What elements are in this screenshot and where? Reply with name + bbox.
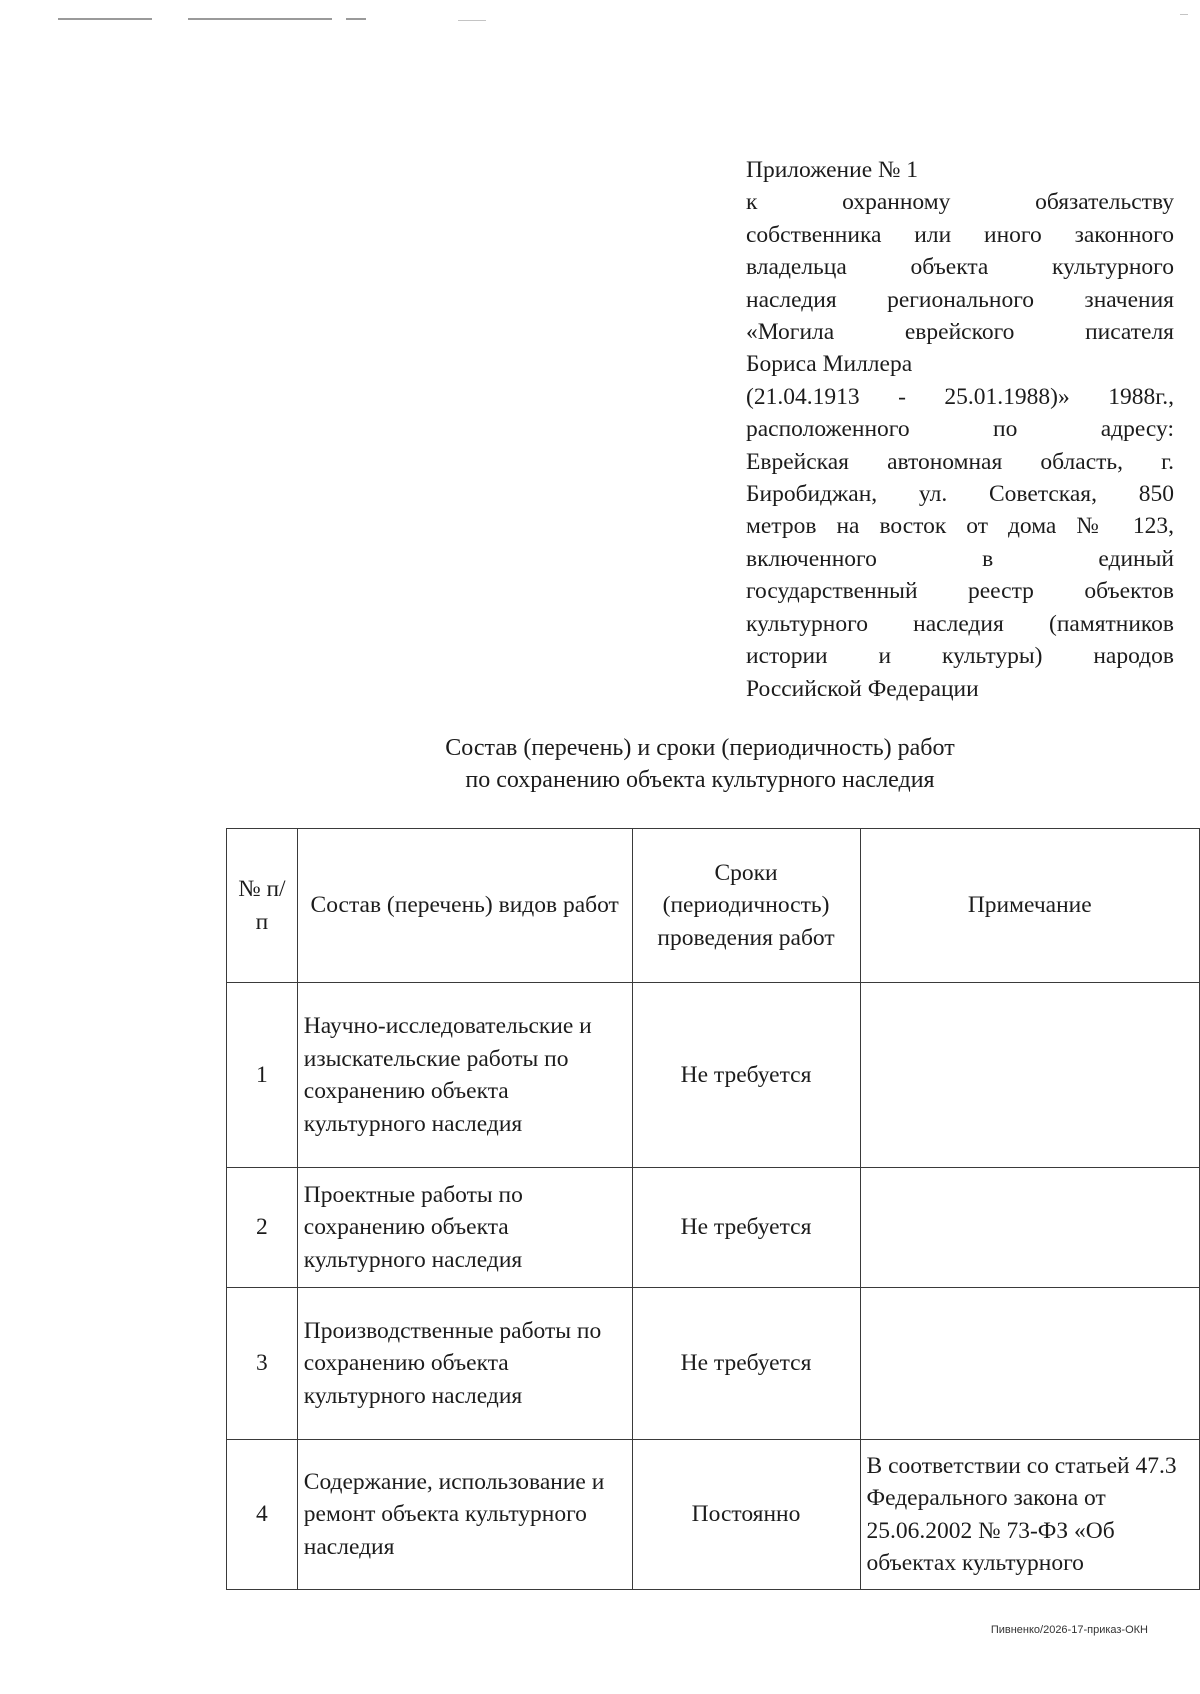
- scan-artifact: [1180, 14, 1188, 15]
- cell-num: 1: [227, 983, 298, 1168]
- cell-terms: Постоянно: [632, 1440, 860, 1590]
- cell-terms: Не требуется: [632, 1288, 860, 1440]
- table-row: [227, 983, 1200, 1168]
- title-line-2: по сохранению объекта культурного наследия: [465, 767, 935, 793]
- cell-works: Проектные работы по сохранению объекта культурного наследия: [297, 1168, 632, 1288]
- scan-artifact: [58, 18, 152, 20]
- appendix-line: к охранному обязательству: [746, 189, 1174, 216]
- appendix-line: культурного наследия (памятников: [746, 610, 1174, 637]
- cell-works: Производственные работы по сохранению объекта культурного наследия: [297, 1288, 632, 1440]
- appendix-line: расположенного по адресу:: [746, 416, 1174, 443]
- works-table: [226, 828, 1200, 1590]
- cell-terms: Не требуется: [632, 1168, 860, 1288]
- table-row: [227, 1440, 1200, 1590]
- appendix-line: включенного в единый: [746, 545, 1174, 572]
- table-row: [227, 1288, 1200, 1440]
- cell-note: [860, 1168, 1199, 1288]
- appendix-line: Приложение № 1: [746, 157, 919, 183]
- appendix-line: «Могила еврейского писателя: [746, 319, 1174, 346]
- appendix-line: Еврейская автономная область, г.: [746, 448, 1174, 475]
- header-terms: Сроки (периодичность) проведения работ: [632, 829, 860, 983]
- table-row: [227, 1168, 1200, 1288]
- cell-works: Научно-исследовательские и изыскательские работы по сохранению объекта культурного наследия: [297, 983, 632, 1168]
- table-header-row: [227, 829, 1200, 983]
- scan-artifact: [458, 20, 486, 21]
- title-line-1: Состав (перечень) и сроки (периодичность) работ: [445, 735, 955, 761]
- appendix-line: государственный реестр объектов: [746, 578, 1174, 605]
- cell-num: 2: [227, 1168, 298, 1288]
- appendix-line: (21.04.1913 - 25.01.1988)» 1988г.,: [746, 383, 1174, 410]
- appendix-line: Биробиджан, ул. Советская, 850: [746, 481, 1174, 508]
- cell-terms: Не требуется: [632, 983, 860, 1168]
- scan-artifact: [346, 18, 366, 20]
- cell-num: 4: [227, 1440, 298, 1590]
- header-works: Состав (перечень) видов работ: [297, 829, 632, 983]
- cell-note: [860, 1288, 1199, 1440]
- appendix-header: [746, 154, 1174, 705]
- header-num: № п/п: [227, 829, 298, 983]
- document-code: Пивненко/2026-17-приказ-ОКН: [990, 1624, 1148, 1636]
- appendix-line: собственника или иного законного: [746, 221, 1174, 248]
- scan-artifact: [188, 18, 332, 20]
- appendix-line: Бориса Миллера: [746, 351, 913, 378]
- appendix-line: метров на восток от дома № 123,: [746, 513, 1174, 540]
- appendix-line: истории и культуры) народов: [746, 643, 1174, 670]
- cell-note: [860, 983, 1199, 1168]
- appendix-line: наследия регионального значения: [746, 286, 1174, 313]
- appendix-line: Российской Федерации: [746, 675, 979, 702]
- document-title: [300, 732, 1100, 796]
- header-note: Примечание: [860, 829, 1199, 983]
- cell-works: Содержание, использование и ремонт объекта культурного наследия: [297, 1440, 632, 1590]
- appendix-line: владельца объекта культурного: [746, 254, 1174, 281]
- cell-num: 3: [227, 1288, 298, 1440]
- cell-note: В соответствии со статьей 47.3 Федерального закона от 25.06.2002 № 73-ФЗ «Об объектах культурного: [860, 1440, 1199, 1590]
